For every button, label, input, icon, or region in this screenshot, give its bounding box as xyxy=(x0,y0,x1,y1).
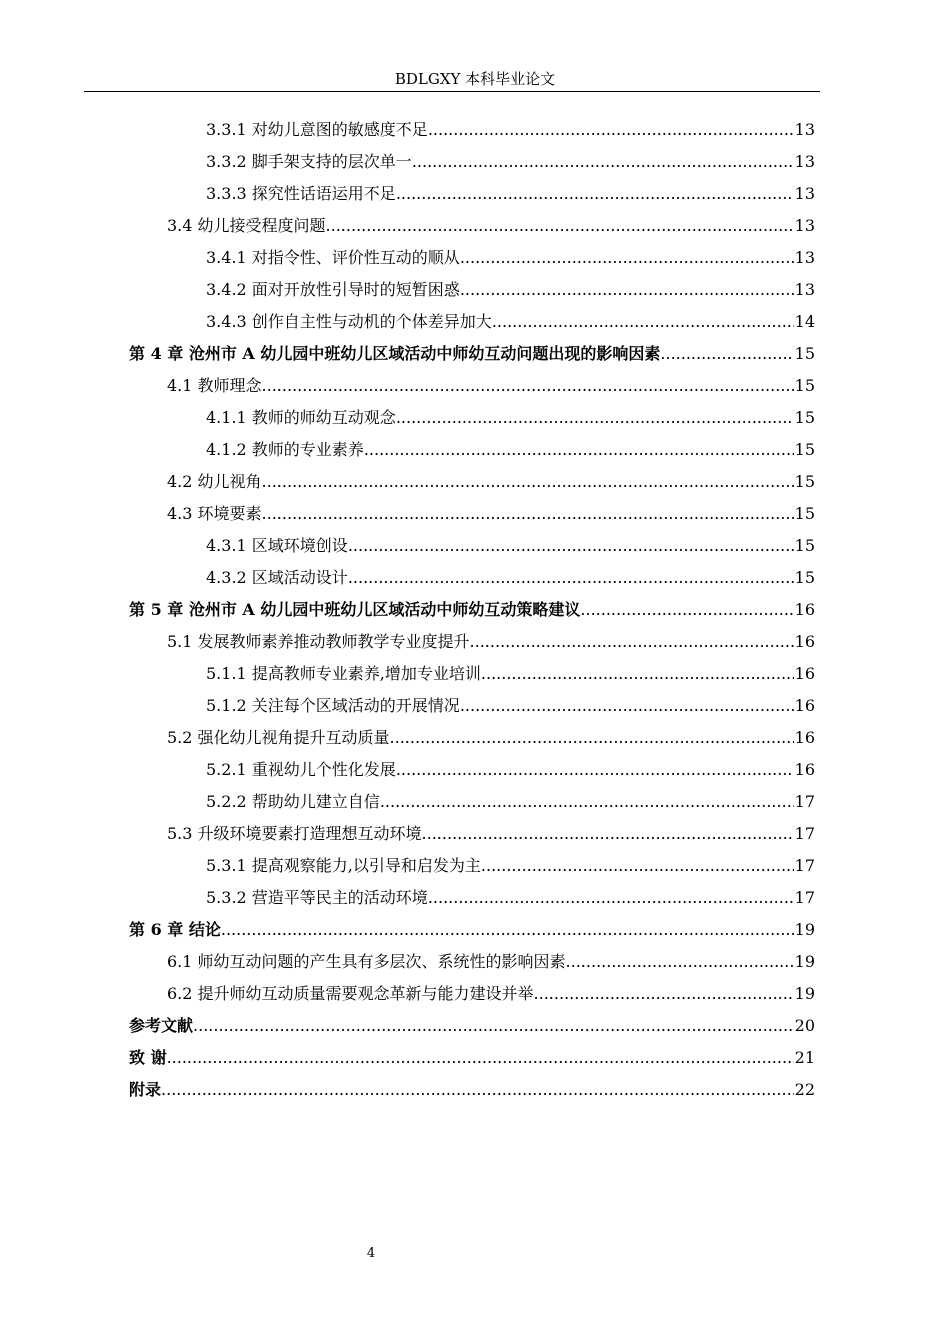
toc-entry-title: 3.4.3 创作自主性与动机的个体差异加大 xyxy=(206,312,492,331)
toc-entry-page: 13 xyxy=(794,248,815,267)
toc-dot-leader xyxy=(396,402,794,434)
toc-dot-leader xyxy=(566,946,794,978)
toc-entry-page: 13 xyxy=(794,120,815,139)
toc-entry-page: 16 xyxy=(794,696,815,715)
toc-entry-title: 4.1.2 教师的专业素养 xyxy=(206,440,364,459)
toc-entry-title: 5.3 升级环境要素打造理想互动环境 xyxy=(167,824,422,843)
toc-entry[interactable] xyxy=(129,882,815,914)
toc-entry-title: 5.2 强化幼儿视角提升互动质量 xyxy=(167,728,390,747)
toc-entry-title: 5.1.1 提高教师专业素养,增加专业培训 xyxy=(206,664,481,683)
toc-entry[interactable] xyxy=(129,466,815,498)
toc-entry[interactable] xyxy=(129,306,815,338)
toc-entry-page: 16 xyxy=(794,728,815,747)
toc-entry[interactable] xyxy=(129,1042,815,1074)
toc-dot-leader xyxy=(167,1042,794,1074)
toc-entry-title: 3.3.1 对幼儿意图的敏感度不足 xyxy=(206,120,428,139)
toc-dot-leader xyxy=(262,370,794,402)
toc-entry[interactable] xyxy=(129,210,815,242)
toc-dot-leader xyxy=(348,562,794,594)
toc-entry-page: 17 xyxy=(794,824,815,843)
toc-entry-title: 第 6 章 结论 xyxy=(129,920,221,939)
toc-entry[interactable] xyxy=(129,562,815,594)
toc-entry-page: 19 xyxy=(794,984,815,1003)
toc-entry-page: 17 xyxy=(794,888,815,907)
toc-entry[interactable] xyxy=(129,786,815,818)
toc-entry[interactable] xyxy=(129,242,815,274)
toc-entry-title: 4.1 教师理念 xyxy=(167,376,262,395)
toc-entry[interactable] xyxy=(129,178,815,210)
toc-entry[interactable] xyxy=(129,1010,815,1042)
toc-entry-page: 15 xyxy=(794,344,815,363)
toc-dot-leader xyxy=(161,1074,794,1106)
toc-entry-title: 5.3.2 营造平等民主的活动环境 xyxy=(206,888,428,907)
table-of-contents xyxy=(129,114,815,1106)
toc-entry[interactable] xyxy=(129,818,815,850)
toc-entry-title: 3.3.2 脚手架支持的层次单一 xyxy=(206,152,412,171)
toc-entry[interactable] xyxy=(129,914,815,946)
toc-dot-leader xyxy=(534,978,794,1010)
toc-entry[interactable] xyxy=(129,946,815,978)
toc-entry-page: 20 xyxy=(794,1016,815,1035)
toc-entry-title: 附录 xyxy=(129,1080,162,1099)
toc-entry-page: 19 xyxy=(794,952,815,971)
toc-entry-title: 5.2.2 帮助幼儿建立自信 xyxy=(206,792,380,811)
toc-entry-page: 16 xyxy=(794,632,815,651)
toc-dot-leader xyxy=(460,242,794,274)
toc-entry[interactable] xyxy=(129,402,815,434)
toc-dot-leader xyxy=(380,786,794,818)
toc-entry-page: 19 xyxy=(794,920,815,939)
toc-entry[interactable] xyxy=(129,690,815,722)
toc-dot-leader xyxy=(428,114,794,146)
toc-entry[interactable] xyxy=(129,114,815,146)
toc-entry-title: 5.1.2 关注每个区域活动的开展情况 xyxy=(206,696,460,715)
toc-dot-leader xyxy=(326,210,794,242)
toc-entry-title: 致 谢 xyxy=(129,1048,167,1067)
toc-dot-leader xyxy=(422,818,794,850)
toc-dot-leader xyxy=(470,626,794,658)
toc-entry-title: 4.3.1 区域环境创设 xyxy=(206,536,348,555)
toc-entry-title: 5.1 发展教师素养推动教师教学专业度提升 xyxy=(167,632,470,651)
toc-entry-title: 5.2.1 重视幼儿个性化发展 xyxy=(206,760,396,779)
toc-entry-title: 6.2 提升师幼互动质量需要观念革新与能力建设并举 xyxy=(167,984,534,1003)
toc-entry[interactable] xyxy=(129,498,815,530)
toc-entry-page: 17 xyxy=(794,792,815,811)
toc-entry-title: 3.4.2 面对开放性引导时的短暂困惑 xyxy=(206,280,460,299)
toc-entry-page: 16 xyxy=(794,664,815,683)
toc-entry-title: 3.4.1 对指令性、评价性互动的顺从 xyxy=(206,248,460,267)
toc-dot-leader xyxy=(348,530,794,562)
toc-entry-page: 22 xyxy=(794,1080,815,1099)
header-divider xyxy=(84,91,820,92)
toc-entry-title: 6.1 师幼互动问题的产生具有多层次、系统性的影响因素 xyxy=(167,952,566,971)
toc-entry-page: 15 xyxy=(794,376,815,395)
toc-dot-leader xyxy=(364,434,794,466)
toc-entry-title: 第 4 章 沧州市 A 幼儿园中班幼儿区域活动中师幼互动问题出现的影响因素 xyxy=(129,344,661,363)
toc-entry-page: 13 xyxy=(794,184,815,203)
toc-entry[interactable] xyxy=(129,754,815,786)
toc-dot-leader xyxy=(412,146,794,178)
toc-entry-page: 15 xyxy=(794,472,815,491)
toc-dot-leader xyxy=(390,722,794,754)
toc-entry-page: 16 xyxy=(794,760,815,779)
toc-entry-title: 4.3 环境要素 xyxy=(167,504,262,523)
toc-dot-leader xyxy=(221,914,794,946)
toc-entry[interactable] xyxy=(129,1074,815,1106)
toc-dot-leader xyxy=(396,178,794,210)
toc-dot-leader xyxy=(262,466,794,498)
toc-entry[interactable] xyxy=(129,658,815,690)
toc-entry-page: 13 xyxy=(794,152,815,171)
toc-entry-page: 15 xyxy=(794,440,815,459)
toc-entry-title: 参考文献 xyxy=(129,1016,194,1035)
toc-entry-page: 14 xyxy=(794,312,815,331)
toc-entry[interactable] xyxy=(129,530,815,562)
toc-dot-leader xyxy=(460,274,794,306)
toc-entry-title: 第 5 章 沧州市 A 幼儿园中班幼儿区域活动中师幼互动策略建议 xyxy=(129,600,581,619)
toc-dot-leader xyxy=(481,658,794,690)
toc-dot-leader xyxy=(460,690,794,722)
toc-dot-leader xyxy=(428,882,794,914)
toc-dot-leader xyxy=(396,754,794,786)
toc-entry-page: 15 xyxy=(794,504,815,523)
toc-entry-page: 13 xyxy=(794,216,815,235)
toc-dot-leader xyxy=(580,594,793,626)
toc-entry[interactable] xyxy=(129,594,815,626)
toc-entry[interactable] xyxy=(129,338,815,370)
toc-entry-title: 3.3.3 探究性话语运用不足 xyxy=(206,184,396,203)
toc-entry[interactable] xyxy=(129,850,815,882)
toc-dot-leader xyxy=(492,306,794,338)
toc-entry-title: 5.3.1 提高观察能力,以引导和启发为主 xyxy=(206,856,481,875)
toc-entry[interactable] xyxy=(129,146,815,178)
toc-dot-leader xyxy=(262,498,794,530)
toc-entry-page: 21 xyxy=(794,1048,815,1067)
toc-dot-leader xyxy=(193,1010,794,1042)
page-number: 4 xyxy=(366,1246,376,1261)
toc-dot-leader xyxy=(481,850,794,882)
toc-entry[interactable] xyxy=(129,978,815,1010)
toc-entry-page: 16 xyxy=(794,600,815,619)
toc-entry-page: 15 xyxy=(794,568,815,587)
toc-entry-title: 3.4 幼儿接受程度问题 xyxy=(167,216,326,235)
toc-entry-title: 4.3.2 区域活动设计 xyxy=(206,568,348,587)
toc-entry-page: 15 xyxy=(794,536,815,555)
toc-entry[interactable] xyxy=(129,722,815,754)
toc-entry-page: 15 xyxy=(794,408,815,427)
toc-entry-title: 4.1.1 教师的师幼互动观念 xyxy=(206,408,396,427)
toc-entry[interactable] xyxy=(129,274,815,306)
toc-dot-leader xyxy=(660,338,793,370)
toc-entry[interactable] xyxy=(129,626,815,658)
toc-entry-page: 13 xyxy=(794,280,815,299)
toc-entry[interactable] xyxy=(129,434,815,466)
toc-entry-page: 17 xyxy=(794,856,815,875)
toc-entry-title: 4.2 幼儿视角 xyxy=(167,472,262,491)
header-title: BDLGXY 本科毕业论文 xyxy=(394,70,556,88)
toc-entry[interactable] xyxy=(129,370,815,402)
